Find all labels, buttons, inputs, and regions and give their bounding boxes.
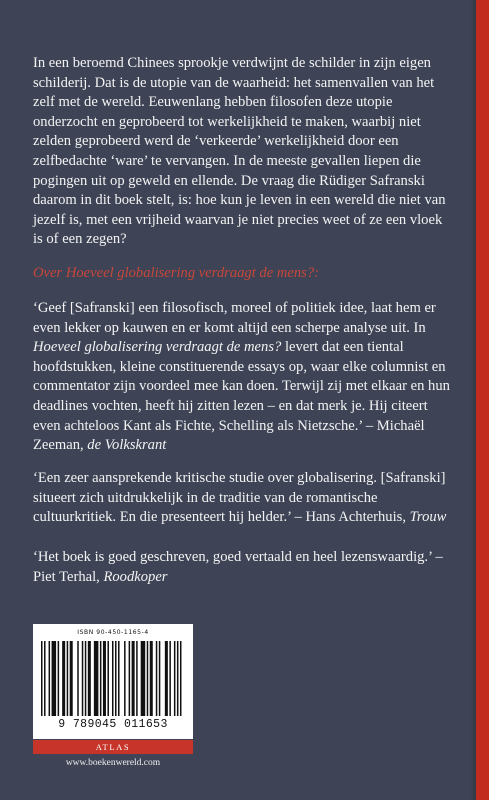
review-trouw-quote: ‘Een zeer aansprekende kritische studie over globalisering. [Safranski] situeert zich uitdrukkelijk in de traditie van de romantische cultuurkritiek. En die presenteert hij helder.’ – Hans Achterhuis, [33,470,446,526]
reviews-heading-suffix: : [314,265,320,281]
ean-number: 9 789045 011653 [58,718,168,731]
reviews-heading-title: Hoeveel globalisering verdraagt de mens? [65,265,315,281]
reviews-heading [33,265,319,282]
publisher-url[interactable]: www.boekenwereld.com [65,758,161,768]
intro-paragraph: In een beroemd Chinees sprookje verdwijnt de schilder in zijn eigen schilderij. Dat is de utopie van de waarheid: het samenvallen van het zelf met de wereld. Eeuwenlang hebben filosofen deze utopie onderzocht en geprobeerd tot werkelijkheid te maken, waarbij niet zelden geprobeerd werd de ‘verkeerde’ werkelijkheid door een zelfbedachte ‘ware’ te vervangen. In de meeste gevallen liepen die pogingen uit op geweld en ellende. De vraag die Rüdiger Safranski daarom in dit boek stelt, is: hoe kun je leven in een wereld die niet van jezelf is, met een vrijheid waarvan je niet precies weet of ze een vloek is of een zegen? [33,55,446,248]
red-spine [476,0,489,800]
review-volkskrant-part1: ‘Geef [Safranski] een filosofisch, moreel of politiek idee, laat hem er even lekker op kauwen en er komt altijd een scherpe analyse uit. In [33,300,436,336]
review-volkskrant-part2: levert dat een tiental hoofdstukken, kleine constituerende essays op, waar elke columnist en commentator zijn voordeel mee kan doen. Terwijl zij met elkaar en hun deadlines vochten, heeft hij zitten lezen – en dat merk je. Hij citeert even achteloos Kant als Fichte, Schelling als Nietzsche.’ – Michaël Zeeman, [33,339,450,454]
review-roodkoper-source: Roodkoper [103,568,168,585]
review-volkskrant-source: de Volkskrant [87,437,167,454]
barcode-box [33,624,193,739]
review-volkskrant [33,299,453,456]
review-trouw-source: Trouw [409,509,447,526]
review-roodkoper [33,548,453,587]
review-roodkoper-quote: ‘Het boek is goed geschreven, goed vertaald en heel lezenswaardig.’ – Piet Terhal, [33,549,443,585]
reviews-heading-prefix: Over [33,265,66,281]
isbn-label: ISBN 90-450-1165-4 [77,629,149,636]
review-trouw [33,469,453,528]
review-volkskrant-book-title: Hoeveel globalisering verdraagt de mens? [33,339,282,356]
barcode-bars [41,641,186,716]
publisher-logo: ATLAS [33,740,193,754]
